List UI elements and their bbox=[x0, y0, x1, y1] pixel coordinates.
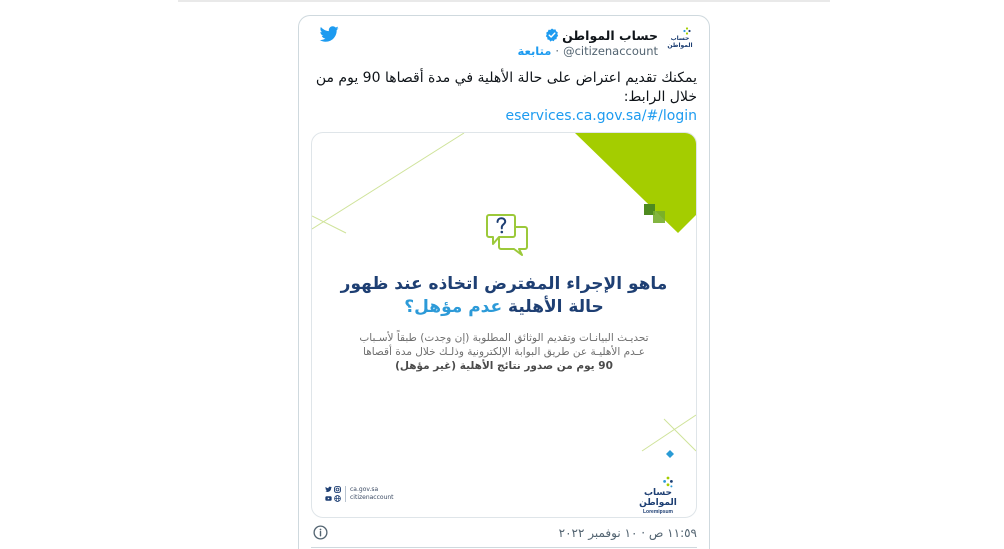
green-square-light bbox=[653, 211, 665, 223]
tweet-link[interactable]: eservices.ca.gov.sa/#/login bbox=[505, 108, 697, 124]
youtube-icon bbox=[325, 495, 332, 502]
media-logo-line-2: المواطن bbox=[639, 498, 677, 508]
globe-icon bbox=[334, 495, 341, 502]
headline-line-2 bbox=[312, 296, 696, 319]
footer-handle: citizenaccount bbox=[350, 494, 394, 501]
body-line-2: عـدم الأهليـة عن طريق البوابة الإلكترونية وذلـك خلال مدة أقصاها bbox=[363, 346, 645, 358]
avatar-logo-text-top: حساب bbox=[670, 35, 690, 42]
media-footer-contacts bbox=[325, 486, 394, 502]
tweet-footer-separator bbox=[311, 547, 697, 548]
twitter-bird-icon[interactable] bbox=[319, 26, 339, 43]
author-avatar[interactable] bbox=[663, 27, 697, 57]
green-corner-triangle bbox=[575, 133, 696, 233]
tweet-media-image[interactable] bbox=[311, 132, 697, 518]
instagram-icon bbox=[334, 486, 341, 493]
author-handle[interactable]: @citizenaccount bbox=[563, 44, 658, 58]
info-icon[interactable] bbox=[313, 525, 328, 540]
tweet-body bbox=[311, 69, 697, 126]
media-body-text bbox=[312, 331, 696, 373]
page-top-divider bbox=[178, 0, 830, 2]
tweet-timestamp[interactable]: ١١:٥٩ ص · ١٠ نوفمبر ٢٠٢٢ bbox=[558, 526, 697, 540]
footer-divider bbox=[345, 486, 346, 502]
deco-line-bottom-right-1 bbox=[642, 415, 696, 451]
headline-line-1: ماهو الإجراء المفترض اتخاذه عند ظهور bbox=[340, 274, 668, 294]
footer-text bbox=[350, 486, 394, 502]
author-name-row bbox=[545, 26, 658, 44]
meta-separator: · bbox=[555, 44, 560, 58]
footer-site: ca.gov.sa bbox=[350, 486, 379, 493]
chat-question-icon bbox=[485, 213, 529, 257]
body-line-3: 90 يوم من صدور نتائج الأهلية (غير مؤهل) bbox=[395, 360, 613, 372]
blue-diamond bbox=[666, 450, 674, 458]
verified-badge-icon bbox=[545, 28, 559, 42]
deco-line-top-left-1 bbox=[312, 133, 464, 229]
tweet-embed-card bbox=[298, 15, 710, 549]
twitter-icon bbox=[325, 486, 332, 493]
media-headline bbox=[312, 273, 696, 319]
headline-line-2-highlight: عدم مؤهل؟ bbox=[404, 297, 503, 317]
author-meta-row bbox=[517, 43, 658, 59]
body-line-1: تحديـث البيانـات وتقديم الوثائق المطلوبة (إن وجدت) طبقاً لأسـباب bbox=[359, 332, 649, 344]
avatar-logo-text-bottom: المواطن bbox=[667, 41, 693, 49]
author-name[interactable]: حساب المواطن bbox=[562, 27, 658, 43]
headline-line-2-prefix: حالة الأهلية bbox=[508, 297, 604, 317]
media-decorations bbox=[312, 133, 696, 517]
media-logo-line-1: حساب bbox=[643, 488, 673, 498]
citizen-account-logo-icon bbox=[661, 476, 675, 488]
social-icons bbox=[325, 486, 341, 502]
deco-line-bottom-right-2 bbox=[664, 419, 696, 451]
media-logo-caption: Loremipsum bbox=[642, 509, 673, 515]
tweet-text: يمكنك تقديم اعتراض على حالة الأهلية في مدة أقصاها 90 يوم من خلال الرابط: bbox=[315, 70, 697, 105]
media-brand-logo bbox=[632, 476, 684, 516]
follow-button[interactable]: متابعة bbox=[517, 44, 552, 58]
